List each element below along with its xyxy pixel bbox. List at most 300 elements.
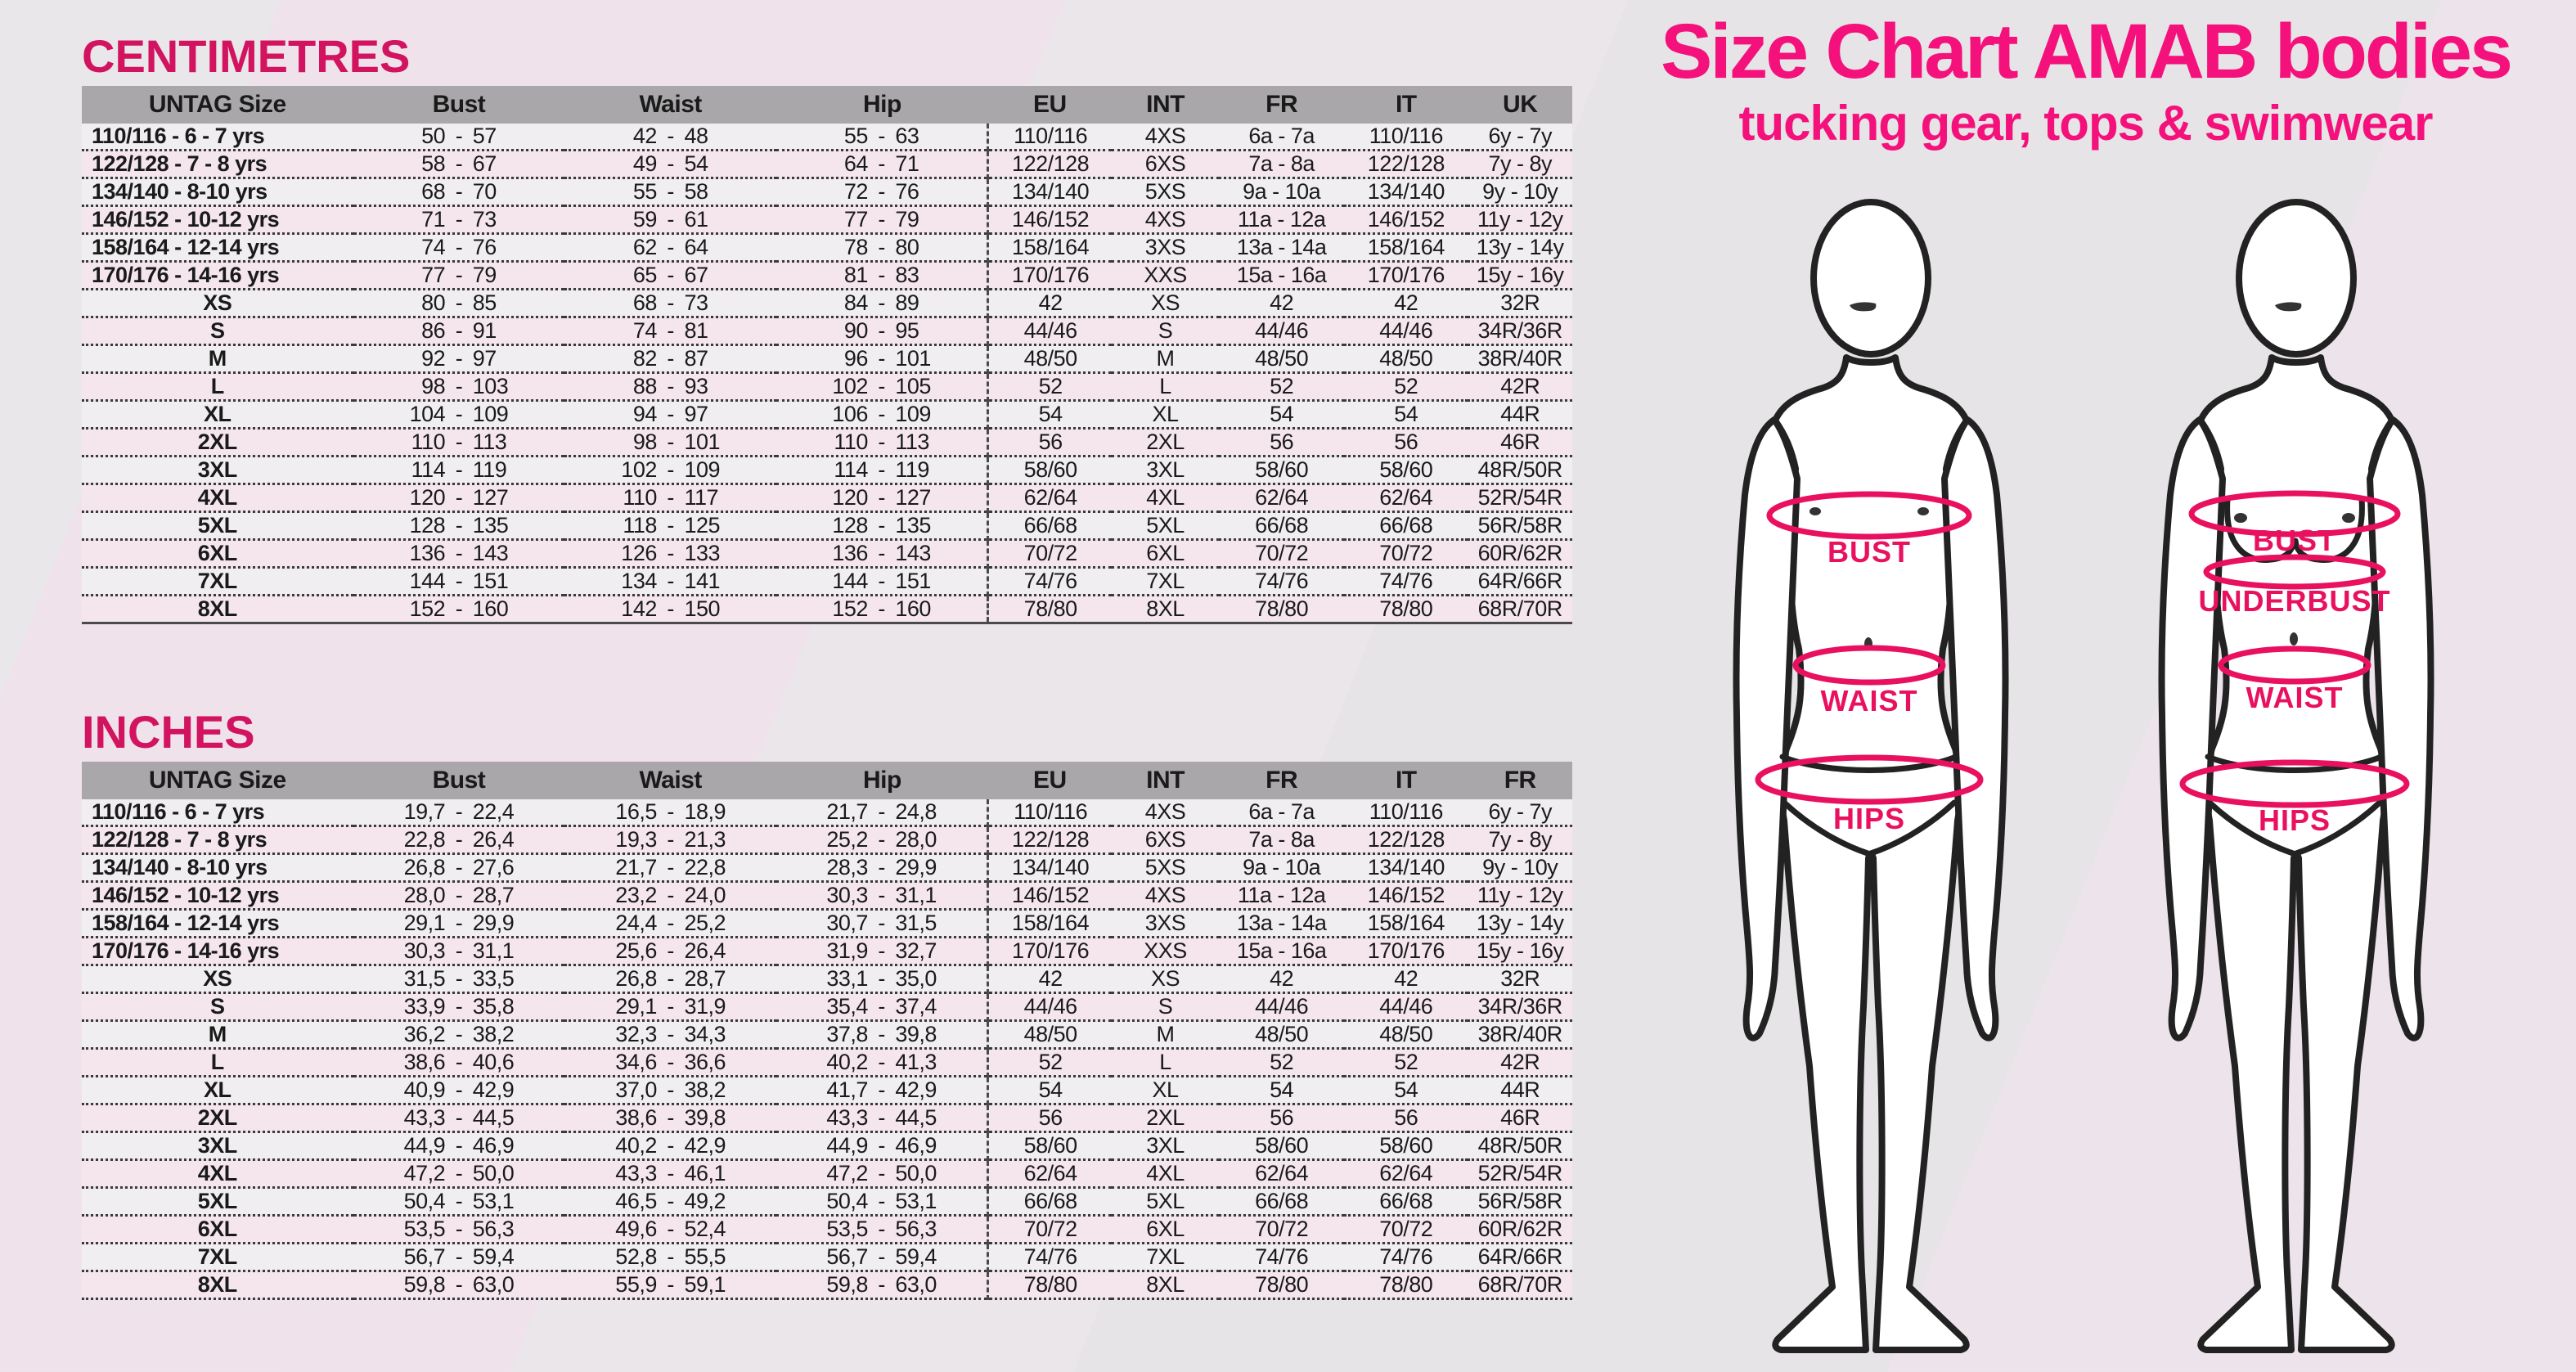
centimetres-section <box>82 30 1572 624</box>
value-cell: 74/76 <box>1379 568 1433 593</box>
inches-header-row <box>82 762 1572 799</box>
size-label-cell: M <box>208 345 227 371</box>
size-label-cell: 158/164 - 12-14 yrs <box>92 910 280 935</box>
size-label-cell: 5XL <box>197 1188 237 1213</box>
value-cell: 134/140 <box>988 178 1112 205</box>
size-row <box>82 317 1572 344</box>
value-cell: XS <box>1151 290 1180 315</box>
value-cell: 47,2 - 50,0 <box>826 1160 937 1185</box>
column-header-8: FR <box>1468 762 1572 799</box>
value-cell: 42 <box>1394 290 1418 315</box>
value-cell: 70/72 <box>988 1215 1112 1243</box>
value-cell: 44/46 <box>1379 317 1433 343</box>
value-cell: 31,5 - 33,5 <box>403 965 515 991</box>
value-cell: 128 - 135 <box>409 512 509 538</box>
value-cell: 3XS <box>1144 910 1186 935</box>
column-header-5: INT <box>1112 762 1219 799</box>
value-cell: 44/46 <box>988 317 1112 344</box>
value-cell: 25,6 - 26,4 <box>615 938 726 963</box>
value-cell: 44/46 <box>1379 993 1433 1019</box>
value-cell: XXS <box>1144 938 1187 963</box>
size-label-cell: 2XL <box>197 1104 237 1130</box>
value-cell: XL <box>1152 401 1179 426</box>
value-cell: 65 - 67 <box>632 262 708 287</box>
value-cell: 144 - 151 <box>832 568 931 593</box>
value-cell: 50 - 57 <box>421 123 497 148</box>
value-cell: 77 - 79 <box>421 262 497 287</box>
size-label-cell: 6XL <box>197 1216 237 1241</box>
value-cell: 34,6 - 36,6 <box>615 1049 726 1074</box>
nipple-right <box>1917 507 1929 515</box>
value-cell: 52 <box>1394 1049 1418 1074</box>
value-cell: 72 - 76 <box>843 178 919 204</box>
value-cell: 74/76 <box>988 1243 1112 1271</box>
value-cell: 56R/58R <box>1477 1188 1562 1213</box>
value-cell: 15a - 16a <box>1236 262 1327 287</box>
column-header-0: UNTAG Size <box>82 762 353 799</box>
value-cell: 54 <box>1270 1077 1294 1102</box>
value-cell: 28,3 - 29,9 <box>826 854 937 879</box>
value-cell: 56 <box>1270 1104 1294 1130</box>
value-cell: 78/80 <box>988 595 1112 623</box>
value-cell: 7y - 8y <box>1488 151 1552 176</box>
value-cell: 62 - 64 <box>632 234 708 259</box>
value-cell: 62/64 <box>1379 1160 1433 1185</box>
value-cell: 146/152 <box>988 205 1112 233</box>
value-cell: 2XL <box>1146 429 1185 454</box>
value-cell: 5XL <box>1146 1188 1185 1213</box>
value-cell: 60R/62R <box>1477 1216 1562 1241</box>
value-cell: 33,1 - 35,0 <box>826 965 937 991</box>
value-cell: 118 - 125 <box>623 512 721 538</box>
value-cell: 49 - 54 <box>632 151 708 176</box>
value-cell: 46R <box>1500 1104 1540 1130</box>
size-label-cell: 170/176 - 14-16 yrs <box>92 938 280 963</box>
value-cell: 48/50 <box>1379 345 1433 371</box>
value-cell: 53,5 - 56,3 <box>403 1216 515 1241</box>
centimetres-header-row <box>82 86 1572 124</box>
value-cell: 4XS <box>1144 206 1186 232</box>
value-cell: 70/72 <box>1379 1216 1433 1241</box>
column-header-7: IT <box>1344 762 1468 799</box>
value-cell: L <box>1159 1049 1171 1074</box>
value-cell: 37,8 - 39,8 <box>826 1021 937 1046</box>
value-cell: 62/64 <box>988 1159 1112 1187</box>
value-cell: 42 <box>988 289 1112 317</box>
size-row <box>82 1271 1572 1298</box>
size-label-cell: 134/140 - 8-10 yrs <box>92 178 267 204</box>
value-cell: 58/60 <box>988 456 1112 484</box>
figure-amab-right <box>2161 202 2430 1350</box>
value-cell: 68 - 70 <box>421 178 497 204</box>
value-cell: 136 - 143 <box>832 540 931 565</box>
hips-label: HIPS <box>2258 803 2331 837</box>
value-cell: 50,4 - 53,1 <box>403 1188 515 1213</box>
value-cell: 43,3 - 44,5 <box>403 1104 515 1130</box>
value-cell: 32R <box>1500 290 1540 315</box>
size-label-cell: 6XL <box>197 540 237 565</box>
column-header-4: EU <box>988 86 1112 124</box>
inches-table <box>82 762 1572 1300</box>
value-cell: 54 <box>1394 1077 1418 1102</box>
page-title: Size Chart AMAB bodies <box>1661 8 2511 95</box>
value-cell: 11a - 12a <box>1237 206 1326 232</box>
value-cell: 5XS <box>1144 178 1186 204</box>
value-cell: 44R <box>1500 401 1540 426</box>
size-label-cell: 134/140 - 8-10 yrs <box>92 854 267 879</box>
size-label-cell: 7XL <box>197 568 237 593</box>
value-cell: 122/128 <box>988 825 1112 853</box>
value-cell: 38,6 - 39,8 <box>615 1104 726 1130</box>
value-cell: 62/64 <box>1255 484 1309 510</box>
size-row <box>82 289 1572 317</box>
value-cell: 34R/36R <box>1477 993 1562 1019</box>
value-cell: 56 <box>1394 1104 1418 1130</box>
value-cell: 13a - 14a <box>1236 234 1327 259</box>
size-row <box>82 1048 1572 1076</box>
value-cell: 44/46 <box>1255 993 1309 1019</box>
size-row <box>82 261 1572 289</box>
value-cell: 126 - 133 <box>621 540 721 565</box>
size-row <box>82 400 1572 428</box>
size-row <box>82 853 1572 881</box>
value-cell: 21,7 - 24,8 <box>826 798 937 824</box>
value-cell: 48/50 <box>1255 1021 1309 1046</box>
value-cell: 158/164 <box>988 233 1112 261</box>
value-cell: 70/72 <box>1379 540 1433 565</box>
value-cell: 59 - 61 <box>632 206 708 232</box>
value-cell: 38,6 - 40,6 <box>403 1049 515 1074</box>
value-cell: 128 - 135 <box>832 512 931 538</box>
size-label-cell: 158/164 - 12-14 yrs <box>92 234 280 259</box>
value-cell: 59,8 - 63,0 <box>403 1271 515 1297</box>
value-cell: 66/68 <box>1379 1188 1433 1213</box>
value-cell: 170/176 <box>988 937 1112 965</box>
bust-label: BUST <box>2253 524 2336 557</box>
value-cell: 11y - 12y <box>1477 882 1563 907</box>
size-row <box>82 799 1572 826</box>
value-cell: 19,7 - 22,4 <box>403 798 515 824</box>
value-cell: 2XL <box>1146 1104 1185 1130</box>
value-cell: 82 - 87 <box>632 345 708 371</box>
value-cell: 58/60 <box>1255 1132 1309 1158</box>
value-cell: 26,8 - 27,6 <box>403 854 515 879</box>
size-row <box>82 344 1572 372</box>
value-cell: 70/72 <box>1255 1216 1309 1241</box>
size-label-cell: XL <box>204 1077 232 1102</box>
value-cell: 52,8 - 55,5 <box>615 1244 726 1269</box>
value-cell: 55 - 58 <box>632 178 708 204</box>
value-cell: 62/64 <box>1255 1160 1309 1185</box>
value-cell: 15y - 16y <box>1476 938 1564 963</box>
value-cell: 114 - 119 <box>834 457 929 482</box>
value-cell: 88 - 93 <box>632 373 708 398</box>
value-cell: 46R <box>1500 429 1540 454</box>
value-cell: 43,3 - 46,1 <box>615 1160 726 1185</box>
value-cell: 146/152 <box>1367 882 1445 907</box>
value-cell: 6y - 7y <box>1488 798 1552 824</box>
value-cell: 56 <box>1394 429 1418 454</box>
size-label-cell: 146/152 - 10-12 yrs <box>92 882 280 907</box>
figure-amab-left <box>1736 202 2005 1350</box>
page-subtitle: tucking gear, tops & swimwear <box>1738 96 2433 151</box>
value-cell: 13a - 14a <box>1236 910 1327 935</box>
nipple-left <box>1809 507 1821 515</box>
value-cell: XXS <box>1144 262 1187 287</box>
value-cell: 37,0 - 38,2 <box>615 1077 726 1102</box>
value-cell: 56R/58R <box>1477 512 1562 538</box>
head <box>2239 202 2353 354</box>
value-cell: 66/68 <box>988 1187 1112 1215</box>
value-cell: 44,9 - 46,9 <box>403 1132 515 1158</box>
value-cell: 29,1 - 29,9 <box>403 910 515 935</box>
value-cell: 78 - 80 <box>843 234 919 259</box>
column-header-5: INT <box>1112 86 1219 124</box>
value-cell: 78/80 <box>1379 1271 1433 1297</box>
value-cell: 9a - 10a <box>1243 178 1321 204</box>
size-label-cell: 8XL <box>197 596 237 621</box>
nipple-right <box>2342 513 2355 523</box>
column-header-0: UNTAG Size <box>82 86 353 124</box>
value-cell: 21,7 - 22,8 <box>615 854 726 879</box>
column-header-1: Bust <box>353 762 565 799</box>
value-cell: 90 - 95 <box>843 317 919 343</box>
value-cell: 134/140 <box>1367 854 1445 879</box>
value-cell: 3XL <box>1146 457 1185 482</box>
size-label-cell: 170/176 - 14-16 yrs <box>92 262 280 287</box>
value-cell: 19,3 - 21,3 <box>615 826 726 852</box>
value-cell: 74 - 76 <box>421 234 497 259</box>
value-cell: 120 - 127 <box>832 484 931 510</box>
column-header-7: IT <box>1344 86 1468 124</box>
value-cell: 78/80 <box>988 1271 1112 1298</box>
value-cell: 110 - 113 <box>834 429 929 454</box>
value-cell: 42 <box>988 965 1112 992</box>
value-cell: 70/72 <box>1255 540 1309 565</box>
left-arm <box>1736 420 1797 1038</box>
value-cell: 110 - 117 <box>623 484 719 510</box>
size-row <box>82 1243 1572 1271</box>
value-cell: 54 <box>1270 401 1294 426</box>
value-cell: 120 - 127 <box>409 484 509 510</box>
value-cell: 78/80 <box>1255 596 1309 621</box>
value-cell: 15a - 16a <box>1236 938 1327 963</box>
size-row <box>82 1215 1572 1243</box>
size-label-cell: 146/152 - 10-12 yrs <box>92 206 280 232</box>
value-cell: 66/68 <box>1255 1188 1309 1213</box>
value-cell: 4XL <box>1146 484 1185 510</box>
size-row <box>82 909 1572 937</box>
value-cell: XS <box>1151 965 1180 991</box>
size-row <box>82 992 1572 1020</box>
value-cell: 24,4 - 25,2 <box>615 910 726 935</box>
value-cell: 158/164 <box>1367 910 1445 935</box>
size-label-cell: 110/116 - 6 - 7 yrs <box>92 798 265 824</box>
value-cell: 40,2 - 42,9 <box>615 1132 726 1158</box>
value-cell: 52 <box>1270 1049 1294 1074</box>
size-row <box>82 484 1572 511</box>
value-cell: 52 <box>1394 373 1418 398</box>
value-cell: 7y - 8y <box>1488 826 1552 852</box>
value-cell: 41,7 - 42,9 <box>826 1077 937 1102</box>
hips-label: HIPS <box>1832 802 1906 835</box>
value-cell: 110/116 <box>988 124 1112 151</box>
value-cell: 122/128 <box>988 150 1112 178</box>
value-cell: 122/128 <box>1367 826 1445 852</box>
value-cell: 102 - 109 <box>621 457 721 482</box>
size-row <box>82 511 1572 539</box>
value-cell: 11y - 12y <box>1477 206 1563 232</box>
value-cell: 170/176 <box>988 261 1112 289</box>
size-row <box>82 1187 1572 1215</box>
size-row <box>82 428 1572 456</box>
value-cell: 134/140 <box>1367 178 1445 204</box>
value-cell: 66/68 <box>1255 512 1309 538</box>
column-header-1: Bust <box>353 86 565 124</box>
value-cell: 33,9 - 35,8 <box>403 993 515 1019</box>
value-cell: 6XL <box>1146 1216 1185 1241</box>
value-cell: 7a - 8a <box>1248 151 1315 176</box>
value-cell: 110 - 113 <box>411 429 507 454</box>
waist-label: WAIST <box>1820 684 1918 717</box>
centimetres-heading: CENTIMETRES <box>82 30 411 82</box>
value-cell: 48R/50R <box>1477 1132 1562 1158</box>
value-cell: 9y - 10y <box>1482 178 1558 204</box>
value-cell: 46,5 - 49,2 <box>615 1188 726 1213</box>
value-cell: 56,7 - 59,4 <box>826 1244 937 1269</box>
value-cell: 29,1 - 31,9 <box>615 993 726 1019</box>
size-row <box>82 372 1572 400</box>
value-cell: 43,3 - 44,5 <box>826 1104 937 1130</box>
value-cell: 74/76 <box>1379 1244 1433 1269</box>
value-cell: 42 <box>1270 290 1294 315</box>
navel <box>2290 632 2298 646</box>
size-label-cell: L <box>210 373 224 398</box>
value-cell: 44/46 <box>1255 317 1309 343</box>
value-cell: 13y - 14y <box>1476 910 1564 935</box>
value-cell: 31,9 - 32,7 <box>826 938 937 963</box>
inches-section <box>82 708 1572 1300</box>
value-cell: 102 - 105 <box>832 373 931 398</box>
value-cell: 56,7 - 59,4 <box>403 1244 515 1269</box>
size-row <box>82 965 1572 992</box>
value-cell: 58/60 <box>1255 457 1309 482</box>
value-cell: 66/68 <box>988 511 1112 539</box>
size-row <box>82 567 1572 595</box>
size-row <box>82 205 1572 233</box>
value-cell: 106 - 109 <box>832 401 931 426</box>
value-cell: 38R/40R <box>1477 345 1562 371</box>
value-cell: 58/60 <box>1379 1132 1433 1158</box>
value-cell: 49,6 - 52,4 <box>615 1216 726 1241</box>
size-label-cell: 8XL <box>197 1271 237 1297</box>
column-header-3: Hip <box>776 762 988 799</box>
column-header-6: FR <box>1219 86 1344 124</box>
value-cell: XL <box>1152 1077 1179 1102</box>
value-cell: 8XL <box>1146 1271 1185 1297</box>
size-row <box>82 595 1572 623</box>
value-cell: 158/164 <box>1367 234 1445 259</box>
value-cell: 92 - 97 <box>421 345 497 371</box>
value-cell: 58/60 <box>988 1131 1112 1159</box>
value-cell: 52 <box>988 1048 1112 1076</box>
body-figures-illustration <box>1628 184 2576 1372</box>
size-row <box>82 1159 1572 1187</box>
value-cell: 52R/54R <box>1477 484 1562 510</box>
size-label-cell: 5XL <box>197 512 237 538</box>
value-cell: 4XS <box>1144 798 1186 824</box>
value-cell: 68 - 73 <box>632 290 708 315</box>
inches-heading: INCHES <box>82 706 255 758</box>
value-cell: 6XS <box>1144 826 1186 852</box>
value-cell: L <box>1159 373 1171 398</box>
value-cell: S <box>1158 993 1173 1019</box>
value-cell: 78/80 <box>1255 1271 1309 1297</box>
value-cell: 77 - 79 <box>843 206 919 232</box>
waist-label: WAIST <box>2246 681 2344 714</box>
value-cell: 110/116 <box>988 799 1112 826</box>
value-cell: 42R <box>1500 373 1540 398</box>
value-cell: 7XL <box>1146 1244 1185 1269</box>
value-cell: 34R/36R <box>1477 317 1562 343</box>
column-header-3: Hip <box>776 86 988 124</box>
value-cell: 64 - 71 <box>843 151 919 176</box>
value-cell: 104 - 109 <box>409 401 509 426</box>
size-row <box>82 539 1572 567</box>
value-cell: 48/50 <box>1379 1021 1433 1046</box>
value-cell: 3XL <box>1146 1132 1185 1158</box>
value-cell: 80 - 85 <box>421 290 497 315</box>
column-header-6: FR <box>1219 762 1344 799</box>
value-cell: 144 - 151 <box>409 568 509 593</box>
size-label-cell: 110/116 - 6 - 7 yrs <box>92 123 265 148</box>
size-row <box>82 233 1572 261</box>
value-cell: 26,8 - 28,7 <box>615 965 726 991</box>
value-cell: 4XS <box>1144 123 1186 148</box>
value-cell: 48/50 <box>1255 345 1309 371</box>
size-row <box>82 456 1572 484</box>
value-cell: 68R/70R <box>1477 1271 1562 1297</box>
value-cell: 38R/40R <box>1477 1021 1562 1046</box>
value-cell: 16,5 - 18,9 <box>615 798 726 824</box>
centimetres-table <box>82 86 1572 624</box>
value-cell: 32R <box>1500 965 1540 991</box>
value-cell: 52 <box>1270 373 1294 398</box>
title-block <box>1595 8 2576 151</box>
size-label-cell: XL <box>204 401 232 426</box>
value-cell: 44,9 - 46,9 <box>826 1132 937 1158</box>
size-label-cell: 2XL <box>197 429 237 454</box>
value-cell: 6y - 7y <box>1488 123 1552 148</box>
size-row <box>82 1020 1572 1048</box>
value-cell: 48/50 <box>988 1020 1112 1048</box>
value-cell: 42 - 48 <box>632 123 708 148</box>
size-row <box>82 150 1572 178</box>
value-cell: 56 <box>988 1104 1112 1131</box>
size-label-cell: 4XL <box>197 484 237 510</box>
value-cell: 84 - 89 <box>843 290 919 315</box>
value-cell: 66/68 <box>1379 512 1433 538</box>
underbust-label: UNDERBUST <box>2198 584 2391 618</box>
value-cell: 4XS <box>1144 882 1186 907</box>
value-cell: 44R <box>1500 1077 1540 1102</box>
value-cell: 110/116 <box>1369 123 1443 148</box>
value-cell: 98 - 101 <box>632 429 721 454</box>
value-cell: 6XS <box>1144 151 1186 176</box>
value-cell: 60R/62R <box>1477 540 1562 565</box>
value-cell: 152 - 160 <box>832 596 931 621</box>
size-label-cell: XS <box>203 965 232 991</box>
